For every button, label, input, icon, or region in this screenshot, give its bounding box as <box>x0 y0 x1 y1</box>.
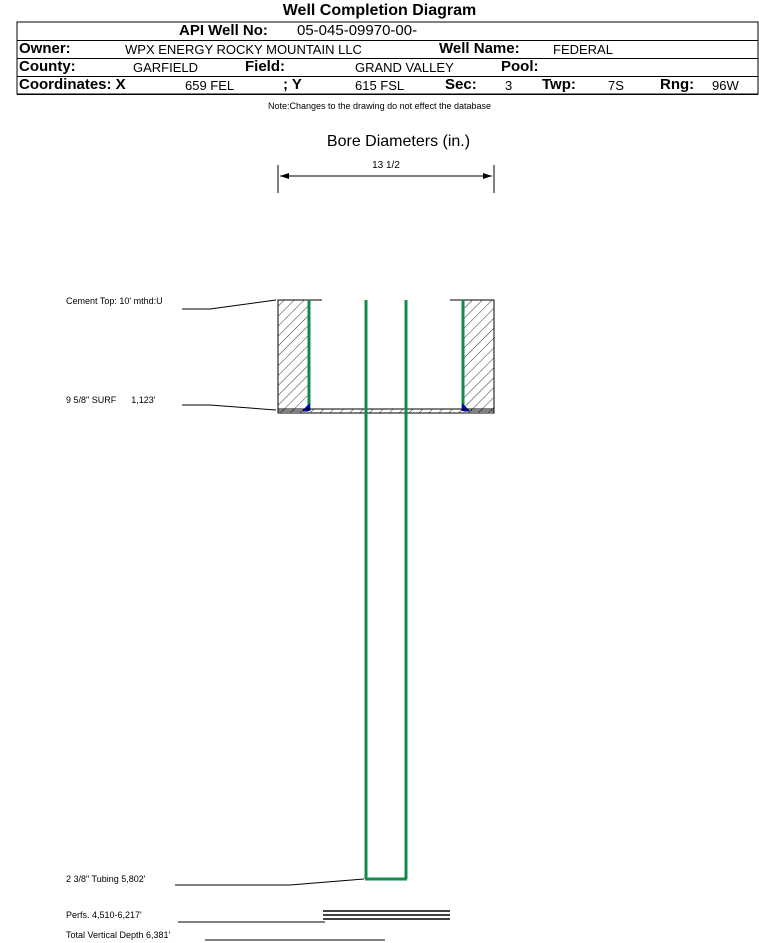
field-value: GRAND VALLEY <box>355 60 454 75</box>
coord-x-label: Coordinates: X <box>19 76 126 93</box>
bore-dimension-line <box>278 165 494 193</box>
cement-bottom <box>278 409 494 413</box>
arrow-right-icon <box>483 173 492 179</box>
cement-right <box>464 300 494 411</box>
county-value: GARFIELD <box>133 60 199 75</box>
bore-diameter-value: 13 1/2 <box>372 160 400 171</box>
arrow-left-icon <box>280 173 289 179</box>
twp-value: 7S <box>608 78 624 93</box>
diagram-title: Well Completion Diagram <box>282 2 477 19</box>
twp-label: Twp: <box>542 76 576 93</box>
owner-label: Owner: <box>19 40 71 57</box>
sec-label: Sec: <box>445 76 477 93</box>
rng-label: Rng: <box>660 76 695 93</box>
well-name-value: FEDERAL <box>553 42 613 57</box>
sec-value: 3 <box>505 78 513 93</box>
surface-casing-label: 9 5/8" SURF 1,123' <box>66 395 156 405</box>
perforation-marks <box>323 911 450 919</box>
cement-top-label: Cement Top: 10' mthd:U <box>66 296 163 306</box>
cement-left <box>278 300 308 411</box>
rng-value: 96W <box>712 78 739 93</box>
coord-y-label: ; Y <box>283 76 302 93</box>
pool-label: Pool: <box>501 58 539 75</box>
field-label: Field: <box>245 58 285 75</box>
database-note: Note:Changes to the drawing do not effect the database <box>268 101 491 111</box>
tubing-string <box>365 300 407 879</box>
perforations-label: Perfs. 4,510-6,217' <box>66 910 142 920</box>
api-label: API Well No: <box>179 22 268 39</box>
api-value: 05-045-09970-00- <box>297 22 418 39</box>
total-vertical-depth-label: Total Vertical Depth 6,381' <box>66 930 171 940</box>
coord-y-value: 615 FSL <box>355 78 405 93</box>
tubing-label: 2 3/8" Tubing 5,802' <box>66 874 146 884</box>
well-name-label: Well Name: <box>439 40 520 57</box>
county-label: County: <box>19 58 76 75</box>
owner-value: WPX ENERGY ROCKY MOUNTAIN LLC <box>125 42 362 57</box>
coord-x-value: 659 FEL <box>185 78 235 93</box>
bore-diameters-title: Bore Diameters (in.) <box>326 133 471 150</box>
header-frame <box>17 22 758 94</box>
